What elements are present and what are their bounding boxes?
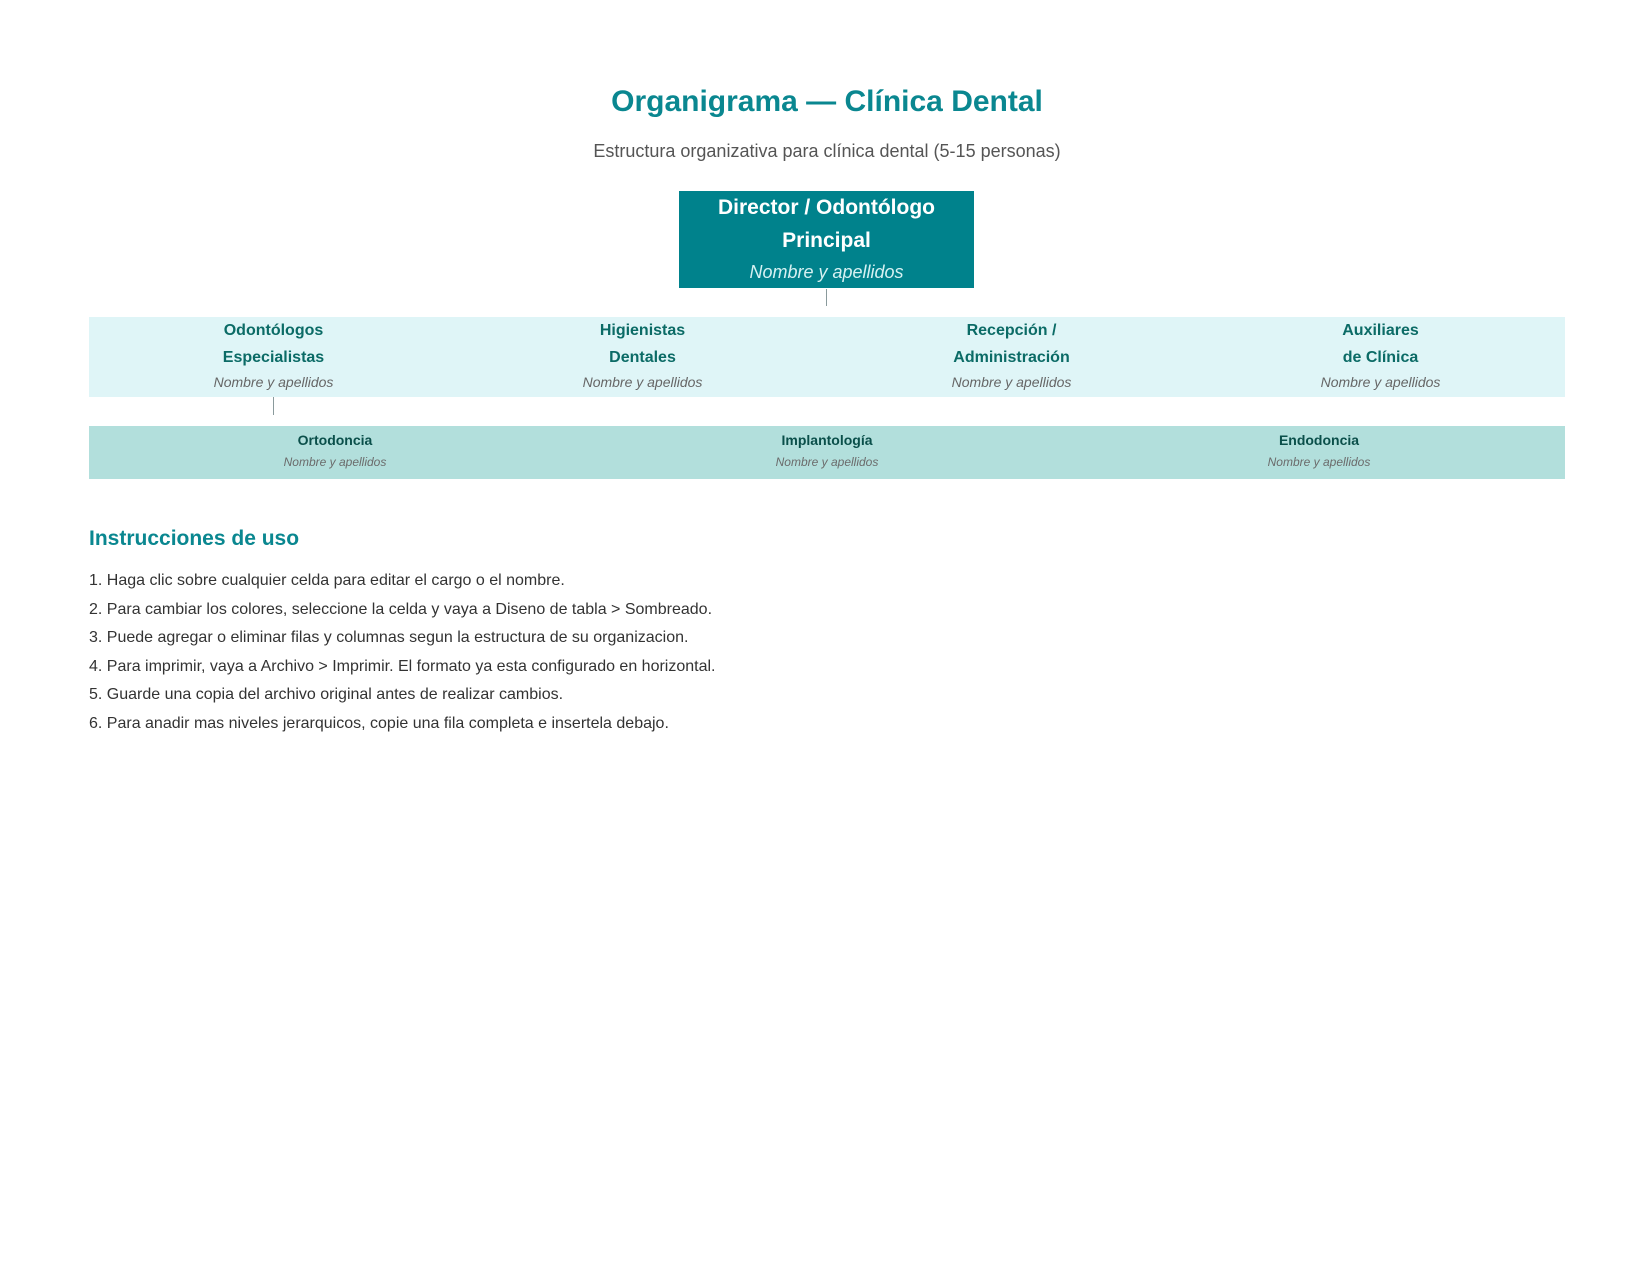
level2-role-line1[interactable]: Auxiliares	[1342, 322, 1419, 339]
level2-role-line1[interactable]: Higienistas	[599, 322, 686, 339]
level2-role-line2[interactable]: Administración	[953, 349, 1070, 366]
level3-name[interactable]: Nombre y apellidos	[1267, 455, 1371, 469]
page-subtitle: Estructura organizativa para clínica dental (5-15 personas)	[593, 141, 1061, 161]
level2-role-line1[interactable]: Odontólogos	[223, 322, 324, 339]
instruction-item: 6. Para anadir mas niveles jerarquicos, copie una fila completa e insertela debajo.	[89, 714, 669, 732]
level2-name[interactable]: Nombre y apellidos	[951, 374, 1072, 390]
level3-role[interactable]: Ortodoncia	[297, 432, 373, 448]
level2-cell-odontologos[interactable]	[89, 317, 458, 397]
director-box[interactable]	[679, 191, 974, 288]
instruction-item: 4. Para imprimir, vaya a Archivo > Imprimir. El formato ya esta configurado en horizontal.	[89, 657, 716, 675]
level3-name[interactable]: Nombre y apellidos	[775, 455, 879, 469]
level3-role[interactable]: Implantología	[781, 432, 873, 448]
level3-cell-endodoncia[interactable]	[1073, 426, 1565, 479]
level3-role[interactable]: Endodoncia	[1278, 432, 1360, 448]
level2-role-line2[interactable]: Dentales	[609, 349, 676, 366]
director-role-line2[interactable]: Principal	[782, 229, 871, 252]
instruction-item: 1. Haga clic sobre cualquier celda para editar el cargo o el nombre.	[89, 572, 565, 589]
instruction-item: 5. Guarde una copia del archivo original antes de realizar cambios.	[89, 686, 564, 703]
instruction-item: 3. Puede agregar o eliminar filas y columnas segun la estructura de su organizacion.	[89, 629, 689, 646]
level2-role-line2[interactable]: Especialistas	[222, 349, 325, 366]
instructions-heading: Instrucciones de uso	[89, 527, 300, 550]
instructions-list	[89, 567, 716, 738]
level3-cell-ortodoncia[interactable]	[89, 426, 581, 479]
level2-role-line2[interactable]: de Clínica	[1342, 349, 1419, 366]
page-title: Organigrama — Clínica Dental	[611, 85, 1043, 118]
level3-cell-implantologia[interactable]	[581, 426, 1073, 479]
level3-name[interactable]: Nombre y apellidos	[283, 455, 387, 469]
instruction-item: 2. Para cambiar los colores, seleccione la celda y vaya a Diseno de tabla > Sombreado.	[89, 600, 713, 618]
level3-row	[89, 426, 1565, 479]
director-name[interactable]: Nombre y apellidos	[749, 262, 904, 282]
level2-cell-recepcion[interactable]	[827, 317, 1196, 397]
level2-cell-higienistas[interactable]	[458, 317, 827, 397]
connector-line-especialistas	[273, 397, 274, 415]
director-role-line1[interactable]: Director / Odontólogo	[718, 196, 935, 219]
level2-name[interactable]: Nombre y apellidos	[1320, 374, 1441, 390]
connector-line-director	[826, 289, 827, 306]
level2-row	[89, 317, 1565, 397]
level2-name[interactable]: Nombre y apellidos	[582, 374, 703, 390]
level2-cell-auxiliares[interactable]	[1196, 317, 1565, 397]
level2-name[interactable]: Nombre y apellidos	[213, 374, 334, 390]
level2-role-line1[interactable]: Recepción /	[966, 322, 1057, 339]
